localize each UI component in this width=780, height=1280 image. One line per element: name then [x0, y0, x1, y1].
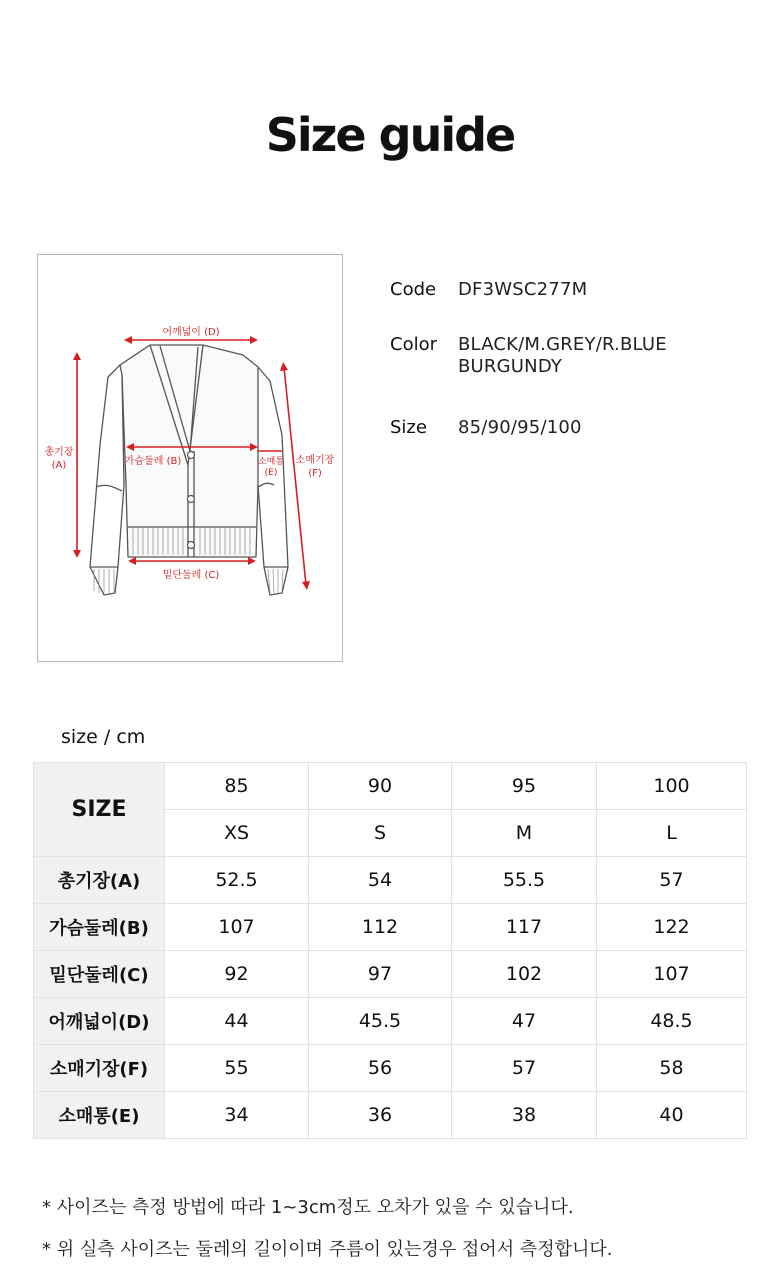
table-cell: 97 [309, 951, 452, 998]
table-cell: 38 [452, 1092, 597, 1139]
table-cell: 122 [597, 904, 747, 951]
code-label: Code [390, 279, 437, 300]
table-cell: 40 [597, 1092, 747, 1139]
page-title: Size guide [265, 108, 515, 162]
table-cell: 117 [452, 904, 597, 951]
label-total-length-code: (A) [51, 460, 67, 471]
size-number: 85 [165, 763, 309, 810]
table-cell: 48.5 [597, 998, 747, 1045]
label-sleeve-width: 소매통 [257, 457, 285, 467]
label-sleeve-width-code: (E) [264, 468, 278, 478]
color-value-line-1: BLACK/M.GREY/R.BLUE [458, 334, 667, 355]
table-row [34, 1045, 747, 1092]
table-cell: 55.5 [452, 857, 597, 904]
row-label: 어깨넓이(D) [34, 998, 165, 1045]
table-cell: 112 [309, 904, 452, 951]
cardigan-illustration [38, 255, 344, 663]
label-total-length: 총기장 [44, 447, 74, 458]
table-cell: 57 [452, 1045, 597, 1092]
label-chest: 가슴둘레 (B) [124, 456, 182, 467]
table-cell: 107 [165, 904, 309, 951]
label-hem: 밑단둘레 (C) [162, 570, 220, 581]
note-1: * 사이즈는 측정 방법에 따라 1~3cm정도 오차가 있을 수 있습니다. [42, 1197, 574, 1218]
table-row [34, 857, 747, 904]
table-cell: 57 [597, 857, 747, 904]
size-letter: S [309, 810, 452, 857]
size-table [33, 762, 747, 1139]
size-number: 95 [452, 763, 597, 810]
table-row [34, 998, 747, 1045]
unit-label: size / cm [61, 726, 146, 748]
size-label: Size [390, 417, 427, 438]
size-number: 100 [597, 763, 747, 810]
row-label: 소매통(E) [34, 1092, 165, 1139]
color-value [458, 334, 758, 378]
table-cell: 45.5 [309, 998, 452, 1045]
size-letter: XS [165, 810, 309, 857]
label-shoulder: 어깨넓이 (D) [162, 327, 220, 338]
table-row [34, 1092, 747, 1139]
table-cell: 58 [597, 1045, 747, 1092]
note-2: * 위 실측 사이즈는 둘레의 길이이며 주름이 있는경우 접어서 측정합니다. [42, 1239, 613, 1260]
row-label: 소매기장(F) [34, 1045, 165, 1092]
label-sleeve-length-code: (F) [308, 468, 322, 479]
code-value: DF3WSC277M [458, 279, 588, 300]
table-cell: 102 [452, 951, 597, 998]
table-row [34, 904, 747, 951]
table-header-row [34, 763, 747, 810]
table-cell: 55 [165, 1045, 309, 1092]
table-cell: 44 [165, 998, 309, 1045]
row-label: 가슴둘레(B) [34, 904, 165, 951]
table-cell: 47 [452, 998, 597, 1045]
size-value: 85/90/95/100 [458, 417, 582, 438]
table-cell: 54 [309, 857, 452, 904]
color-value-line-2: BURGUNDY [458, 356, 563, 377]
color-label: Color [390, 334, 437, 355]
table-cell: 56 [309, 1045, 452, 1092]
size-number: 90 [309, 763, 452, 810]
row-label: 총기장(A) [34, 857, 165, 904]
measurement-diagram [37, 254, 343, 662]
size-letter: M [452, 810, 597, 857]
table-cell: 52.5 [165, 857, 309, 904]
label-sleeve-length: 소매기장 [295, 455, 335, 466]
table-cell: 36 [309, 1092, 452, 1139]
table-cell: 92 [165, 951, 309, 998]
size-header: SIZE [34, 763, 165, 857]
table-cell: 107 [597, 951, 747, 998]
row-label: 밑단둘레(C) [34, 951, 165, 998]
table-row [34, 951, 747, 998]
table-cell: 34 [165, 1092, 309, 1139]
size-letter: L [597, 810, 747, 857]
